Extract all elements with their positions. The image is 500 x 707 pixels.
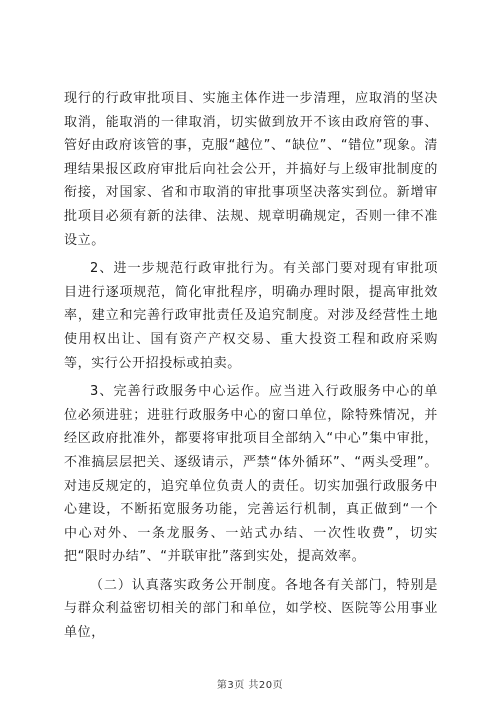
paragraph: 3、完善行政服务中心运作。应当进入行政服务中心的单位必须进驻；进驻行政服务中心的窗口单位，除特殊情况，并经区政府批准外，都要将审批项目全部纳入“中心”集中审批，不准搞层层把关、逐级请示，严禁“体外循环”、“两头受理”。对违反规定的，追究单位负责人的责任。切实加强行政服务中心建设，不断拓宽服务功能，完善运行机制，真正做到“一个中心对外、一条龙服务、一站式办结、一次性收费”，切实把“限时办结”、“并联审批”落到实处，提高效率。 (64, 384, 438, 565)
document-body (64, 87, 438, 645)
paragraph: （二）认真落实政务公开制度。各地各有关部门，特别是与群众利益密切相关的部门和单位，如学校、医院等公用事业单位， (64, 577, 438, 641)
paragraph: 2、进一步规范行政审批行为。有关部门要对现有审批项目进行逐项规范，简化审批程序，明确办理时限，提高审批效率，建立和完善行政审批责任及追究制度。对涉及经营性土地使用权出让、国有资产产权交易、重大投资工程和政府采购等，实行公开招投标或拍卖。 (64, 261, 438, 371)
page-number-footer: 第3页 共20页 (216, 680, 284, 691)
paragraph: 现行的行政审批项目、实施主体作进一步清理，应取消的坚决取消，能取消的一律取消，切实做到放开不该由政府管的事、管好由政府该管的事，克服“越位”、“缺位”、“错位”现象。清理结果报区政府审批后向社会公开，并搞好与上级审批制度的衔接，对国家、省和市取消的审批事项坚决落实到位。新增审批项目必须有新的法律、法规、规章明确规定，否则一律不准设立。 (64, 91, 438, 248)
